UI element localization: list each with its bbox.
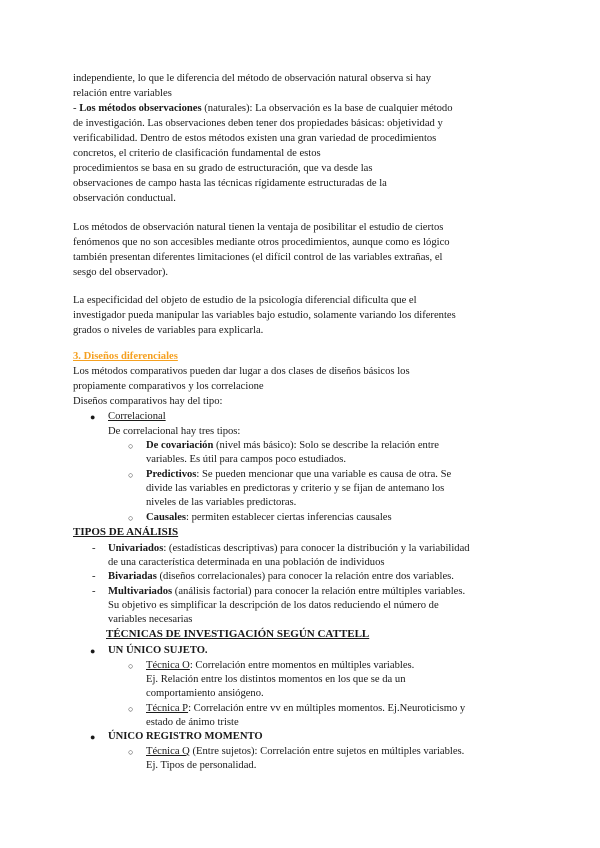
list-item: UN ÚNICO SUJETO.	[108, 645, 208, 656]
list-item: Correlacional	[108, 411, 166, 422]
text-line: Ej. Relación entre los distintos momentos en los que se da un	[146, 674, 406, 685]
text-run: : permiten establecer ciertas inferencias causales	[186, 512, 392, 523]
text-line: divide las variables en predictoras y criterio y se fijan de antemano los	[146, 483, 445, 494]
underlined-term: Técnica P	[146, 703, 189, 714]
circle-bullet-icon: ○	[128, 747, 134, 757]
dash-marker: -	[73, 103, 80, 114]
list-item	[146, 702, 465, 717]
text-line: Su objetivo es simplificar la descripción de los datos reduciendo el número de	[108, 600, 439, 611]
circle-bullet-icon: ○	[128, 661, 134, 671]
bullet-icon: ●	[90, 732, 96, 742]
text-line: observaciones de campo hasta las técnicas rígidamente estructuradas de la	[73, 178, 387, 189]
text-run: : Se pueden mencionar que una variable es causa de otra. Se	[196, 469, 452, 480]
list-item	[108, 570, 454, 585]
text-line: observación conductual.	[73, 193, 176, 204]
bold-term: Causales	[146, 512, 187, 523]
underlined-term: Técnica Q	[146, 746, 190, 757]
text-line: variables necesarias	[108, 614, 193, 625]
text-line: comportamiento ansiógeno.	[146, 688, 264, 699]
bullet-icon: ●	[90, 412, 96, 422]
text-run: : (estadísticas descriptivas) para conocer la distribución y la variabilidad	[163, 543, 470, 554]
text-line: también presentan diferentes limitaciones (el difícil control de las variables extrañas, el	[73, 252, 443, 263]
text-line: grados o niveles de variables para explicarla.	[73, 325, 264, 336]
bullet-icon: ●	[90, 646, 96, 656]
text-line: independiente, lo que le diferencia del método de observación natural observa si hay	[73, 73, 431, 84]
dash-marker: -	[92, 571, 96, 582]
text-line: relación entre variables	[73, 88, 172, 99]
text-line: procedimientos se basa en su grado de estructuración, que va desde las	[73, 163, 373, 174]
text-run: (Entre sujetos): Correlación entre sujetos en múltiples variables.	[189, 746, 465, 757]
text-line: niveles de las variables predictoras.	[146, 497, 297, 508]
bold-term: Los métodos observaciones	[79, 103, 202, 114]
circle-bullet-icon: ○	[128, 441, 134, 451]
text-run: (análisis factorial) para conocer la relación entre múltiples variables.	[172, 586, 466, 597]
list-item	[108, 585, 465, 600]
text-line: Diseños comparativos hay del tipo:	[73, 396, 223, 407]
section-heading: TIPOS DE ANÁLISIS	[73, 526, 179, 538]
bold-term: Univariados	[108, 543, 164, 554]
text-line: verificabilidad. Dentro de estos métodos existen una gran variedad de procedimientos	[73, 133, 437, 144]
list-item	[146, 659, 414, 674]
text-run: : Correlación entre momentos en múltiples variables.	[189, 660, 415, 671]
bold-term: Predictivos	[146, 469, 197, 480]
text-line: propiamente comparativos y los correlacione	[73, 381, 264, 392]
text-line: variables. Es útil para campos poco estudiados.	[146, 454, 347, 465]
list-item	[146, 745, 464, 760]
list-item	[108, 542, 470, 557]
text-run: (diseños correlacionales) para conocer la relación entre dos variables.	[156, 571, 454, 582]
text-run: : Correlación entre vv en múltiples momentos. Ej.Neuroticismo y	[188, 703, 466, 714]
section-heading: 3. Diseños diferenciales	[73, 351, 178, 362]
text-line: Los métodos comparativos pueden dar lugar a dos clases de diseños básicos los	[73, 366, 410, 377]
dash-marker: -	[92, 586, 96, 597]
text-line: de investigación. Las observaciones deben tener dos propiedades básicas: objetividad y	[73, 118, 443, 129]
text-line: La especificidad del objeto de estudio de la psicología diferencial dificulta que el	[73, 295, 417, 306]
list-item	[146, 468, 451, 483]
list-item	[146, 439, 439, 454]
bold-term: De covariación	[146, 440, 214, 451]
dash-marker: -	[92, 543, 96, 554]
text-line: sesgo del observador).	[73, 267, 169, 278]
bold-term: Bivariadas	[108, 571, 157, 582]
text-line: De correlacional hay tres tipos:	[108, 426, 241, 437]
text-line: fenómenos que no son accesibles mediante otros procedimientos, aunque como es lógico	[73, 237, 450, 248]
list-item: ÚNICO REGISTRO MOMENTO	[108, 731, 263, 742]
text-line: Ej. Tipos de personalidad.	[146, 760, 257, 771]
section-heading: TÉCNICAS DE INVESTIGACIÓN SEGÚN CATTELL	[106, 628, 370, 640]
circle-bullet-icon: ○	[128, 704, 134, 714]
text-line: Los métodos de observación natural tienen la ventaja de posibilitar el estudio de ciertos	[73, 222, 444, 233]
text-line: de una característica determinada en una población de individuos	[108, 557, 385, 568]
bold-term: Multivariados	[108, 586, 173, 597]
text-run: (naturales): La observación es la base de cualquier método	[201, 103, 453, 114]
list-item	[146, 511, 392, 526]
text-line	[73, 102, 453, 117]
text-run: (nivel más básico): Solo se describe la relación entre	[213, 440, 439, 451]
underlined-term: Técnica O	[146, 660, 190, 671]
circle-bullet-icon: ○	[128, 513, 134, 523]
text-line: investigador pueda manipular las variables bajo estudio, solamente variando los diferentes	[73, 310, 456, 321]
text-line: estado de ánimo triste	[146, 717, 239, 728]
circle-bullet-icon: ○	[128, 470, 134, 480]
text-line: concretos, el criterio de clasificación fundamental de estos	[73, 148, 321, 159]
